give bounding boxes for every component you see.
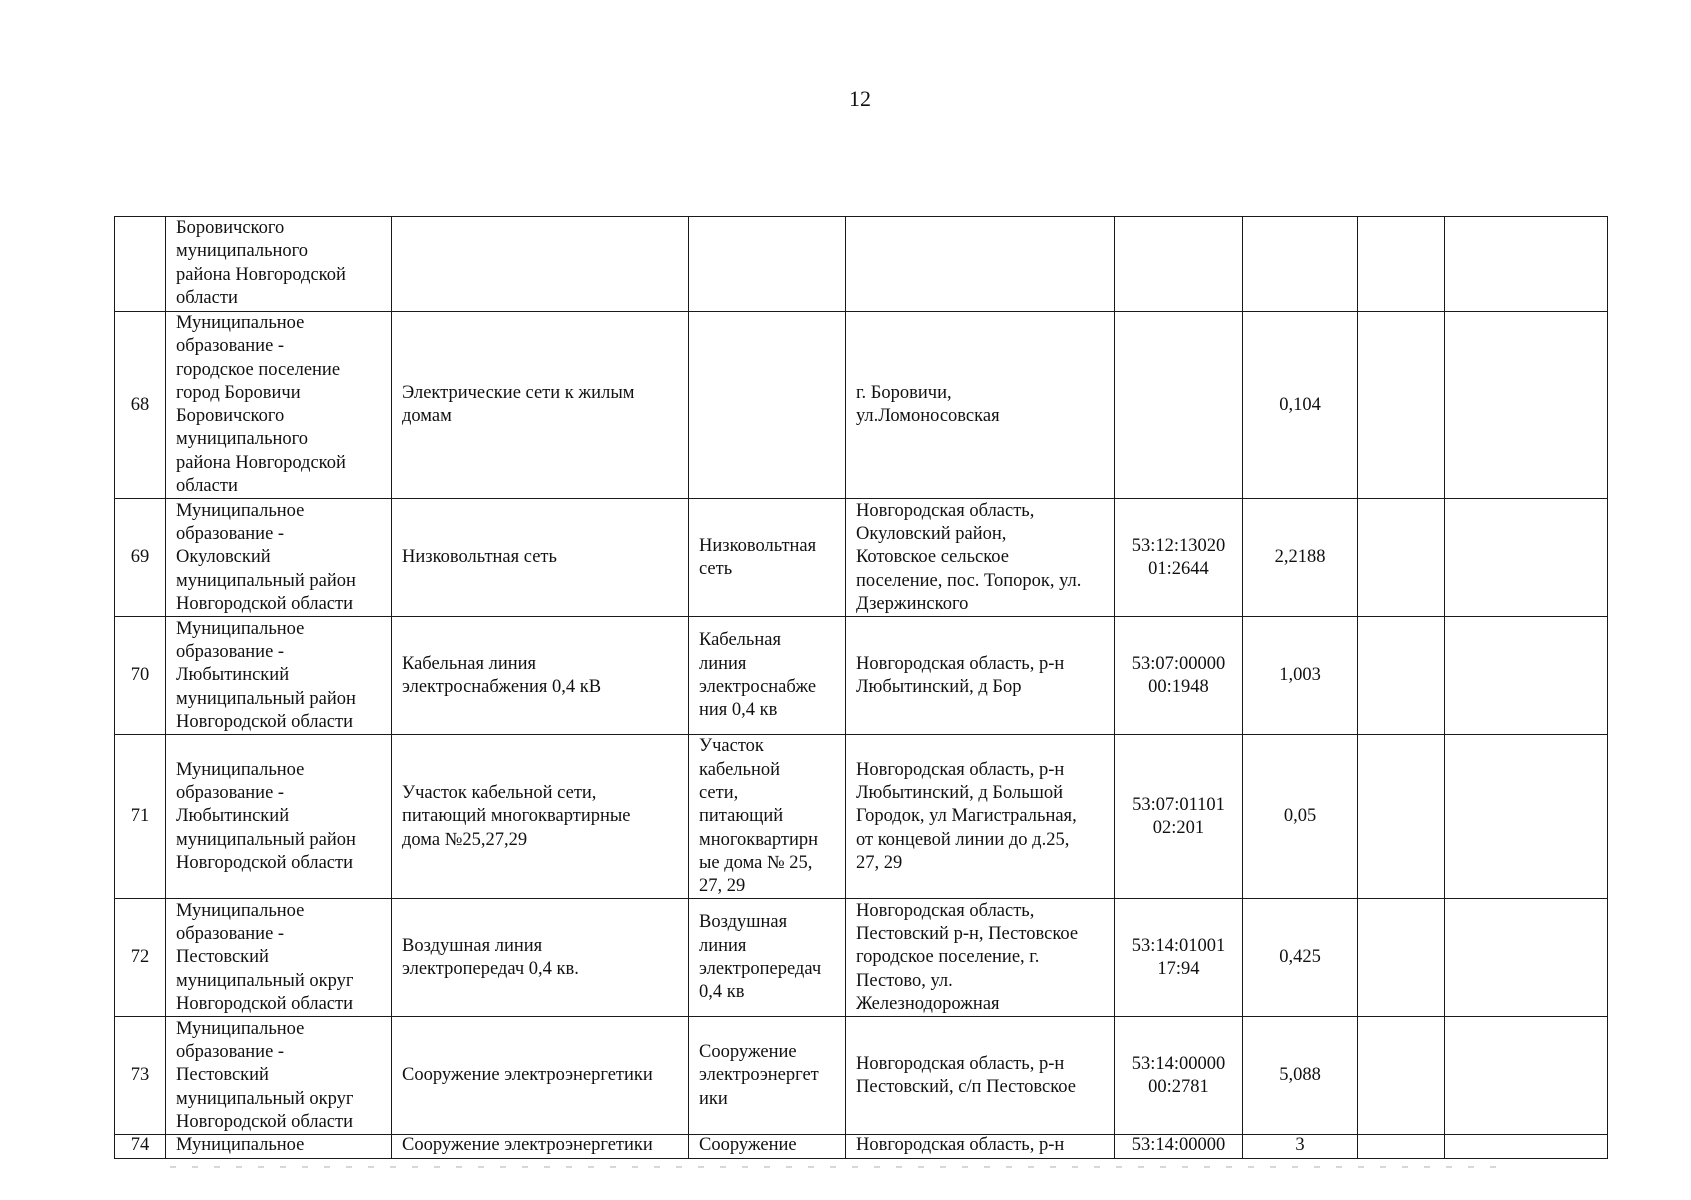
empty-cell bbox=[1445, 735, 1608, 899]
row-number-cell: 74 bbox=[115, 1135, 166, 1159]
object-name-cell: Сооружение электроэнергетики bbox=[392, 1135, 689, 1159]
cadastral-number-cell: 53:14:00000 bbox=[1115, 1135, 1243, 1159]
cadastral-number-cell bbox=[1115, 217, 1243, 312]
purpose-cell: Кабельная линия электроснабже ния 0,4 кв bbox=[689, 617, 846, 735]
empty-cell bbox=[1358, 617, 1445, 735]
cadastral-number-cell: 53:14:00000 00:2781 bbox=[1115, 1017, 1243, 1135]
address-cell: Новгородская область, р-н bbox=[846, 1135, 1115, 1159]
owner-cell: Муниципальное bbox=[166, 1135, 392, 1159]
table-row bbox=[115, 499, 1608, 617]
address-cell: Новгородская область, р-н Любытинский, д Большой Городок, ул Магистральная, от концевой линии до д.25, 27, 29 bbox=[846, 735, 1115, 899]
purpose-cell: Участок кабельной сети, питающий многоквартирн ые дома № 25, 27, 29 bbox=[689, 735, 846, 899]
address-cell: Новгородская область, Окуловский район, Котовское сельское поселение, пос. Топорок, ул. Дзержинского bbox=[846, 499, 1115, 617]
empty-cell bbox=[1445, 617, 1608, 735]
owner-cell: Муниципальное образование - городское поселение город Боровичи Боровичского муниципального района Новгородской области bbox=[166, 312, 392, 499]
purpose-cell bbox=[689, 312, 846, 499]
row-number-cell bbox=[115, 217, 166, 312]
empty-cell bbox=[1358, 312, 1445, 499]
empty-cell bbox=[1445, 1135, 1608, 1159]
table-row bbox=[115, 312, 1608, 499]
table-row bbox=[115, 617, 1608, 735]
cadastral-number-cell: 53:12:13020 01:2644 bbox=[1115, 499, 1243, 617]
purpose-cell: Сооружение bbox=[689, 1135, 846, 1159]
cadastral-number-cell: 53:07:01101 02:201 bbox=[1115, 735, 1243, 899]
empty-cell bbox=[1445, 1017, 1608, 1135]
empty-cell bbox=[1445, 899, 1608, 1017]
address-cell: Новгородская область, р-н Любытинский, д Бор bbox=[846, 617, 1115, 735]
length-cell: 0,104 bbox=[1243, 312, 1358, 499]
table-row bbox=[115, 217, 1608, 312]
length-cell: 0,425 bbox=[1243, 899, 1358, 1017]
row-number-cell: 72 bbox=[115, 899, 166, 1017]
length-cell: 3 bbox=[1243, 1135, 1358, 1159]
cadastral-number-cell: 53:07:00000 00:1948 bbox=[1115, 617, 1243, 735]
row-number-cell: 68 bbox=[115, 312, 166, 499]
purpose-cell: Воздушная линия электропередач 0,4 кв bbox=[689, 899, 846, 1017]
cadastral-number-cell: 53:14:01001 17:94 bbox=[1115, 899, 1243, 1017]
owner-cell: Муниципальное образование - Любытинский муниципальный район Новгородской области bbox=[166, 735, 392, 899]
property-registry-table bbox=[114, 216, 1608, 1159]
page-number: 12 bbox=[849, 86, 871, 111]
empty-cell bbox=[1358, 735, 1445, 899]
owner-cell: Муниципальное образование - Пестовский муниципальный округ Новгородской области bbox=[166, 899, 392, 1017]
object-name-cell: Воздушная линия электропередач 0,4 кв. bbox=[392, 899, 689, 1017]
empty-cell bbox=[1358, 499, 1445, 617]
address-cell: г. Боровичи, ул.Ломоносовская bbox=[846, 312, 1115, 499]
scan-artifact-line bbox=[170, 1166, 1510, 1168]
cadastral-number-cell bbox=[1115, 312, 1243, 499]
owner-cell: Боровичского муниципального района Новгородской области bbox=[166, 217, 392, 312]
purpose-cell bbox=[689, 217, 846, 312]
address-cell: Новгородская область, р-н Пестовский, с/п Пестовское bbox=[846, 1017, 1115, 1135]
empty-cell bbox=[1358, 899, 1445, 1017]
length-cell: 0,05 bbox=[1243, 735, 1358, 899]
table-row bbox=[115, 1017, 1608, 1135]
purpose-cell: Сооружение электроэнергет ики bbox=[689, 1017, 846, 1135]
empty-cell bbox=[1358, 217, 1445, 312]
table-row bbox=[115, 899, 1608, 1017]
table-row bbox=[115, 1135, 1608, 1159]
empty-cell bbox=[1445, 312, 1608, 499]
row-number-cell: 73 bbox=[115, 1017, 166, 1135]
table-row bbox=[115, 735, 1608, 899]
empty-cell bbox=[1358, 1135, 1445, 1159]
object-name-cell: Кабельная линия электроснабжения 0,4 кВ bbox=[392, 617, 689, 735]
empty-cell bbox=[1358, 1017, 1445, 1135]
address-cell: Новгородская область, Пестовский р-н, Пестовское городское поселение, г. Пестово, ул. Железнодорожная bbox=[846, 899, 1115, 1017]
object-name-cell bbox=[392, 217, 689, 312]
address-cell bbox=[846, 217, 1115, 312]
length-cell: 1,003 bbox=[1243, 617, 1358, 735]
empty-cell bbox=[1445, 499, 1608, 617]
object-name-cell: Сооружение электроэнергетики bbox=[392, 1017, 689, 1135]
length-cell bbox=[1243, 217, 1358, 312]
owner-cell: Муниципальное образование - Окуловский муниципальный район Новгородской области bbox=[166, 499, 392, 617]
owner-cell: Муниципальное образование - Любытинский муниципальный район Новгородской области bbox=[166, 617, 392, 735]
length-cell: 2,2188 bbox=[1243, 499, 1358, 617]
empty-cell bbox=[1445, 217, 1608, 312]
row-number-cell: 70 bbox=[115, 617, 166, 735]
purpose-cell: Низковольтная сеть bbox=[689, 499, 846, 617]
owner-cell: Муниципальное образование - Пестовский муниципальный округ Новгородской области bbox=[166, 1017, 392, 1135]
object-name-cell: Электрические сети к жилым домам bbox=[392, 312, 689, 499]
object-name-cell: Низковольтная сеть bbox=[392, 499, 689, 617]
object-name-cell: Участок кабельной сети, питающий многоквартирные дома №25,27,29 bbox=[392, 735, 689, 899]
row-number-cell: 69 bbox=[115, 499, 166, 617]
row-number-cell: 71 bbox=[115, 735, 166, 899]
length-cell: 5,088 bbox=[1243, 1017, 1358, 1135]
